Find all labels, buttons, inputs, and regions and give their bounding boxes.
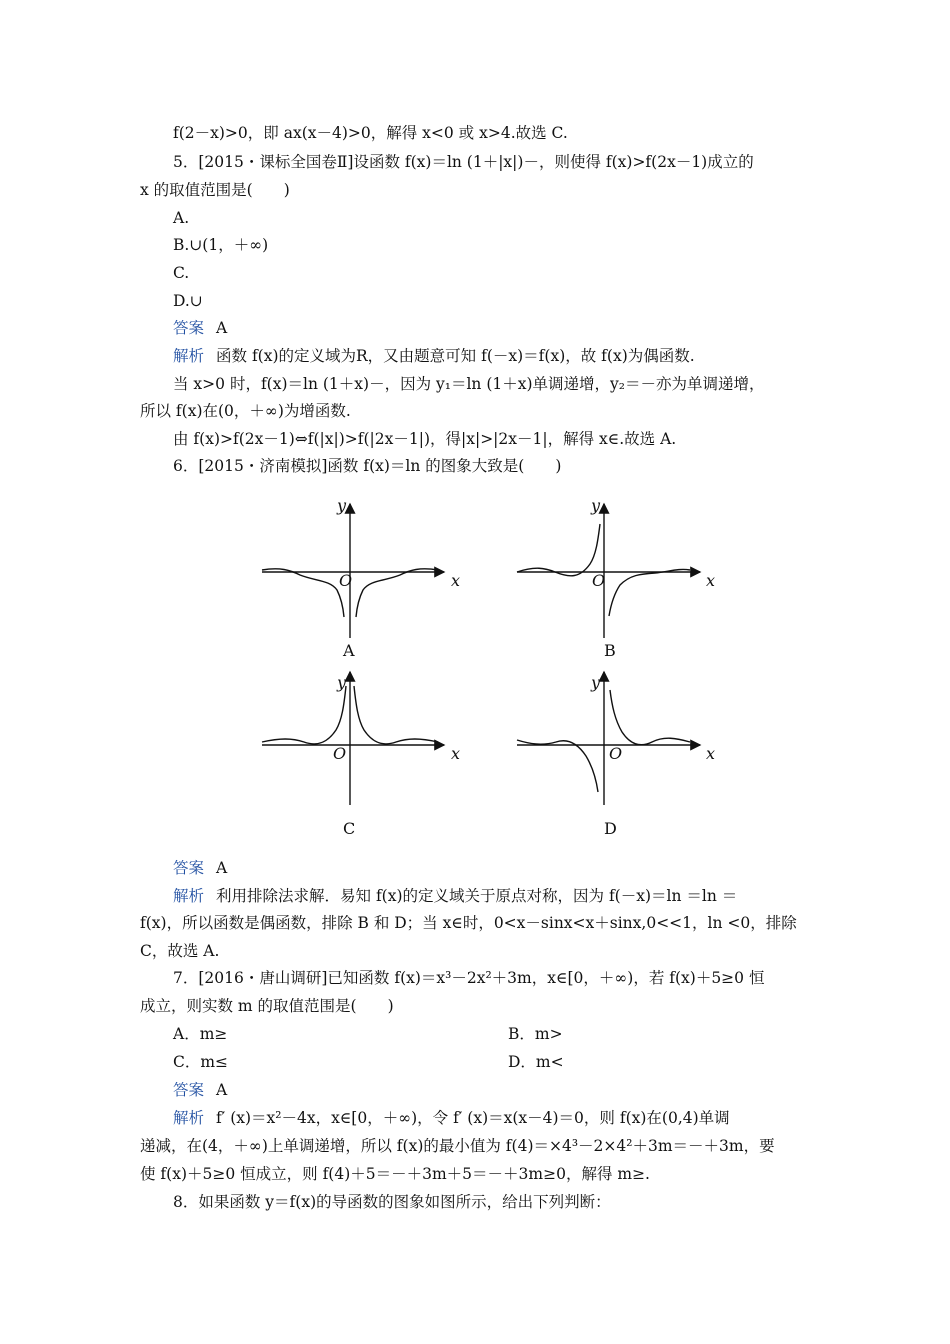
graph-c-x-label: x [451, 744, 461, 763]
graph-a-origin-label: O [339, 571, 353, 590]
question-7-stem-cont: 成立，则实数 m 的取值范围是( ) [140, 997, 394, 1015]
analysis-label: 解析 [173, 347, 205, 365]
answer-label: 答案 [173, 859, 205, 877]
text-line: 递减，在(4，＋∞)上单调递增，所以 f(x)的最小值为 f(4)＝×4³－2×4²＋3m＝－＋3m，要 [140, 1137, 775, 1155]
text-line: f(x)，所以函数是偶函数，排除 B 和 D；当 x∈时，0<x－sinx<x＋sinx,0<<1，ln <0，排除 [140, 914, 797, 932]
answer-value: A [216, 1081, 228, 1099]
graph-a-caption: A [343, 641, 355, 660]
analysis-label: 解析 [173, 887, 205, 905]
text-line: 当 x>0 时，f(x)＝ln (1＋x)－，因为 y₁＝ln (1＋x)单调递增，y₂＝－亦为单调递增， [173, 375, 765, 393]
graph-c-curve [354, 686, 438, 744]
graph-b-x-label: x [706, 571, 716, 590]
option-d: D．m< [508, 1053, 564, 1071]
question-5-stem: 5．[2015・课标全国卷Ⅱ]设函数 f(x)＝ln (1＋|x|)－，则使得 f(x)>f(2x－1)成立的 [173, 153, 754, 171]
text-line: f(2－x)>0，即 ax(x－4)>0，解得 x<0 或 x>4.故选 C. [173, 124, 568, 142]
function-graphs-figure [0, 490, 950, 850]
analysis-label: 解析 [173, 1109, 205, 1127]
question-8-stem: 8．如果函数 y＝f(x)的导函数的图象如图所示，给出下列判断： [173, 1193, 611, 1211]
graph-b-caption: B [604, 641, 616, 660]
option-b: B.∪(1，＋∞) [173, 236, 269, 254]
question-6-stem: 6．[2015・济南模拟]函数 f(x)＝ln 的图象大致是( ) [173, 457, 562, 475]
answer-line [173, 858, 227, 878]
graph-a-x-label: x [451, 571, 461, 590]
graph-d-x-label: x [706, 744, 716, 763]
graph-c-caption: C [343, 819, 356, 838]
option-b: B．m> [508, 1025, 563, 1043]
analysis-text: 函数 f(x)的定义域为R，又由题意可知 f(－x)＝f(x)，故 f(x)为偶函数. [216, 347, 695, 365]
graph-a-curve [356, 569, 438, 617]
option-a: A．m≥ [173, 1025, 228, 1043]
text-line: C，故选 A. [140, 942, 220, 960]
graph-b-curve [517, 524, 600, 576]
analysis-text: 利用排除法求解．易知 f(x)的定义域关于原点对称，因为 f(－x)＝ln ＝ln ＝ [216, 887, 738, 905]
question-5-stem-cont: x 的取值范围是( ) [140, 181, 290, 199]
graph-a-curve [262, 569, 344, 617]
text-line: 由 f(x)>f(2x－1)⇔f(|x|)>f(|2x－1|)，得|x|>|2x－1|，解得 x∈.故选 A. [173, 430, 677, 448]
graph-d-y-label: y [591, 673, 601, 692]
graph-c-y-label: y [337, 673, 347, 692]
answer-value: A [216, 859, 228, 877]
graph-c-curve [262, 686, 346, 744]
graph-b-y-label: y [591, 496, 601, 515]
graph-c-origin-label: O [333, 744, 347, 763]
text-line: 所以 f(x)在(0，＋∞)为增函数. [140, 402, 351, 420]
graph-b-origin-label: O [592, 571, 606, 590]
analysis-text: f′ (x)＝x²－4x，x∈[0，＋∞)，令 f′ (x)＝x(x－4)＝0，则 f(x)在(0,4)单调 [216, 1109, 730, 1127]
answer-value: A [216, 319, 228, 337]
graph-d-origin-label: O [609, 744, 623, 763]
graph-b-curve [609, 569, 690, 616]
answer-line [173, 1080, 227, 1100]
question-7-stem: 7．[2016・唐山调研]已知函数 f(x)＝x³－2x²＋3m，x∈[0，＋∞)，若 f(x)＋5≥0 恒 [173, 969, 765, 987]
text-line: 使 f(x)＋5≥0 恒成立，则 f(4)＋5＝－＋3m＋5＝－＋3m≥0，解得 m≥. [140, 1165, 650, 1183]
graph-a-y-label: y [337, 496, 347, 515]
answer-label: 答案 [173, 319, 205, 337]
analysis-line [173, 346, 695, 366]
analysis-line [173, 886, 737, 906]
answer-line [173, 318, 227, 338]
analysis-line [173, 1108, 730, 1128]
option-d: D.∪ [173, 292, 203, 310]
graph-d-curve [610, 690, 690, 745]
option-a: A. [173, 209, 190, 227]
option-c: C．m≤ [173, 1053, 229, 1071]
option-c: C. [173, 264, 190, 282]
graph-d-curve [517, 740, 598, 792]
graph-d-caption: D [604, 819, 617, 838]
answer-label: 答案 [173, 1081, 205, 1099]
